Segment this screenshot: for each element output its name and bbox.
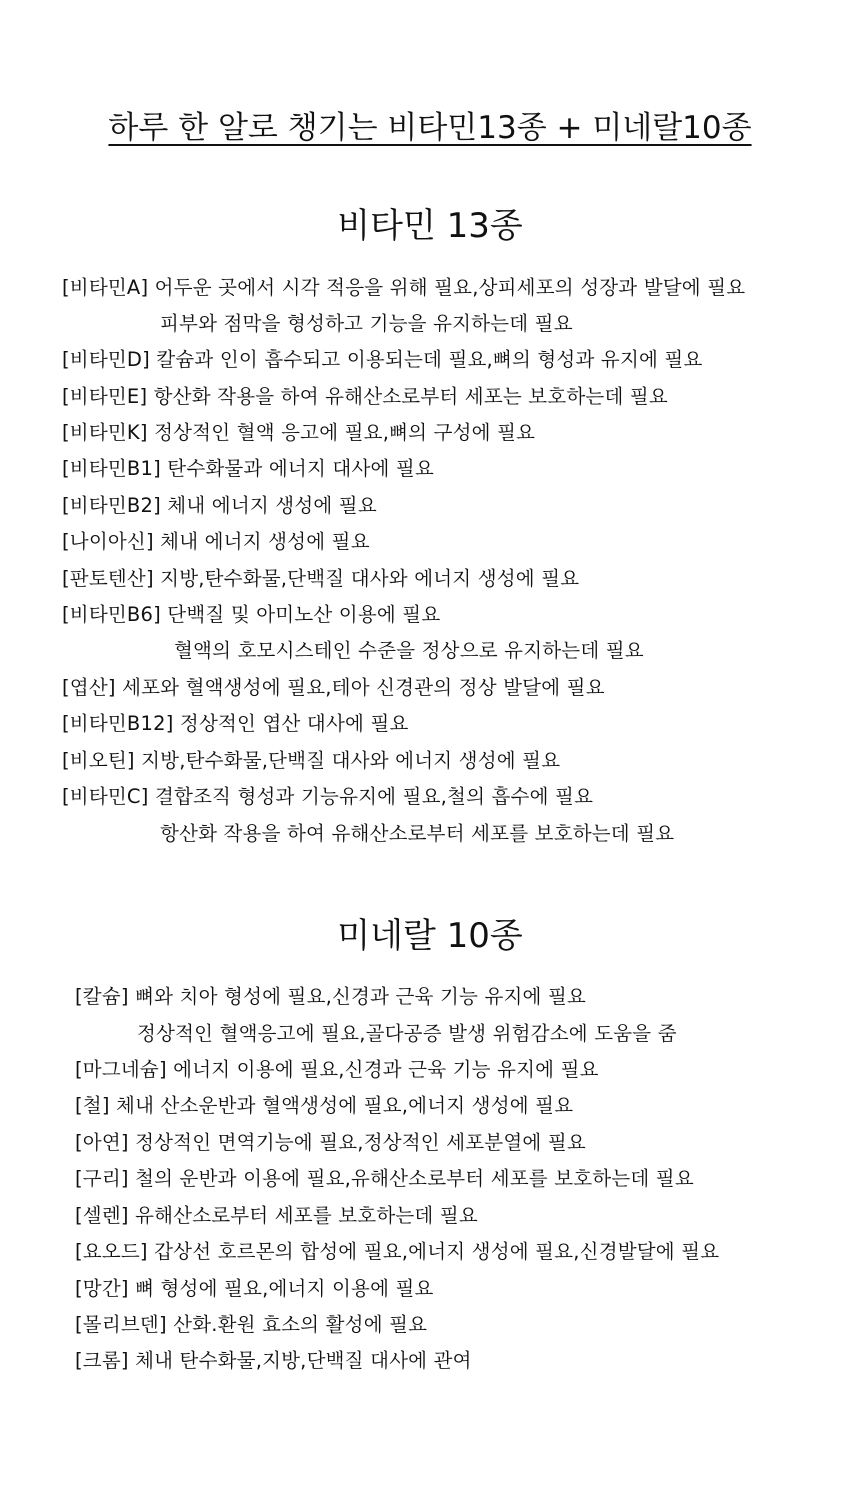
pantothenic-acid-line: [판토텐산] 지방,탄수화물,단백질 대사와 에너지 생성에 필요 bbox=[62, 567, 580, 590]
molybdenum-line: [몰리브덴] 산화.환원 효소의 활성에 필요 bbox=[75, 1313, 428, 1336]
vitamin-b6-line: [비타민B6] 단백질 및 아미노산 이용에 필요 bbox=[62, 603, 441, 626]
iodine-line: [요오드] 갑상선 호르몬의 합성에 필요,에너지 생성에 필요,신경발달에 필요 bbox=[75, 1240, 720, 1263]
selenium-line: [셀렌] 유해산소로부터 세포를 보호하는데 필요 bbox=[75, 1204, 478, 1227]
vitamin-c-line: [비타민C] 결합조직 형성과 기능유지에 필요,철의 흡수에 필요 bbox=[62, 785, 594, 808]
chromium-line: [크롬] 체내 탄수화물,지방,단백질 대사에 관여 bbox=[75, 1349, 472, 1372]
vitamin-e-line: [비타민E] 항산화 작용을 하여 유해산소로부터 세포는 보호하는데 필요 bbox=[62, 385, 668, 408]
calcium-continuation: 정상적인 혈액응고에 필요,골다공증 발생 위험감소에 도움을 줌 bbox=[137, 1022, 677, 1045]
copper-line: [구리] 철의 운반과 이용에 필요,유해산소로부터 세포를 보호하는데 필요 bbox=[75, 1167, 694, 1190]
magnesium-line: [마그네슘] 에너지 이용에 필요,신경과 근육 기능 유지에 필요 bbox=[75, 1058, 599, 1081]
niacin-line: [나이아신] 체내 에너지 생성에 필요 bbox=[62, 530, 370, 553]
vitamin-b2-line: [비타민B2] 체내 에너지 생성에 필요 bbox=[62, 494, 377, 517]
vitamin-a-line: [비타민A] 어두운 곳에서 시각 적응을 위해 필요,상피세포의 성장과 발달에 필요 bbox=[62, 276, 746, 299]
main-title-text: 하루 한 알로 챙기는 비타민13종 + 미네랄10종 bbox=[108, 110, 752, 146]
biotin-line: [비오틴] 지방,탄수화물,단백질 대사와 에너지 생성에 필요 bbox=[62, 749, 561, 772]
main-title bbox=[0, 108, 860, 148]
vitamin-a-continuation: 피부와 점막을 형성하고 기능을 유지하는데 필요 bbox=[160, 312, 573, 335]
folic-acid-line: [엽산] 세포와 혈액생성에 필요,테아 신경관의 정상 발달에 필요 bbox=[62, 676, 605, 699]
vitamin-c-continuation: 항산화 작용을 하여 유해산소로부터 세포를 보호하는데 필요 bbox=[160, 822, 675, 845]
vitamin-b12-line: [비타민B12] 정상적인 엽산 대사에 필요 bbox=[62, 712, 409, 735]
vitamin-b6-continuation: 혈액의 호모시스테인 수준을 정상으로 유지하는데 필요 bbox=[174, 639, 644, 662]
iron-line: [철] 체내 산소운반과 혈액생성에 필요,에너지 생성에 필요 bbox=[75, 1094, 574, 1117]
vitamins-heading: 비타민 13종 bbox=[337, 206, 523, 246]
minerals-heading: 미네랄 10종 bbox=[337, 916, 523, 956]
calcium-line: [칼슘] 뼈와 치아 형성에 필요,신경과 근육 기능 유지에 필요 bbox=[75, 985, 587, 1008]
vitamin-k-line: [비타민K] 정상적인 혈액 응고에 필요,뼈의 구성에 필요 bbox=[62, 421, 536, 444]
manganese-line: [망간] 뼈 형성에 필요,에너지 이용에 필요 bbox=[75, 1277, 434, 1300]
zinc-line: [아연] 정상적인 면역기능에 필요,정상적인 세포분열에 필요 bbox=[75, 1131, 586, 1154]
vitamin-b1-line: [비타민B1] 탄수화물과 에너지 대사에 필요 bbox=[62, 457, 434, 480]
vitamin-d-line: [비타민D] 칼슘과 인이 흡수되고 이용되는데 필요,뼈의 형성과 유지에 필요 bbox=[62, 348, 703, 371]
